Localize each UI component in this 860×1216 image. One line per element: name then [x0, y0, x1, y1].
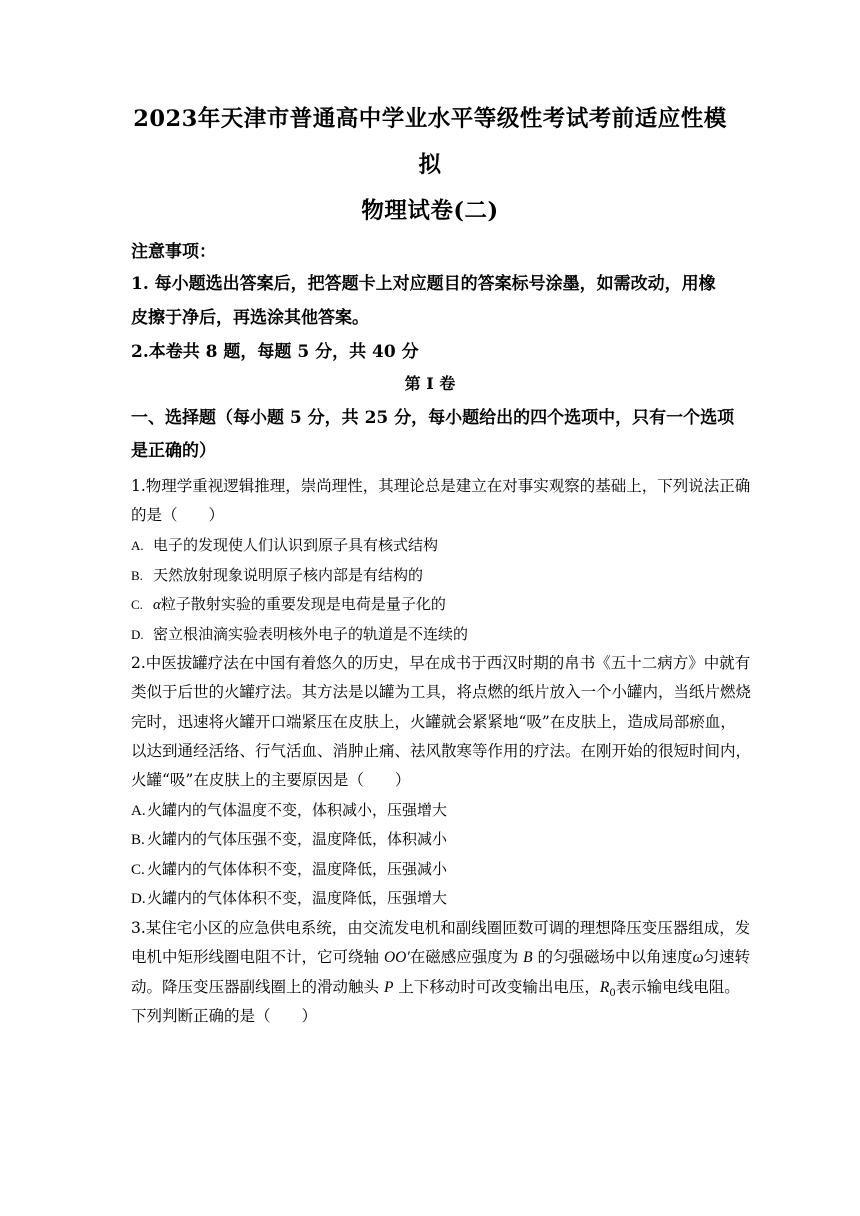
- text-fragment: 上下移动时可改变输出电压，: [393, 978, 600, 996]
- notice-item1-line1: 1. 每小题选出答案后，把答题卡上对应题目的答案标号涂墨，如需改动，用橡: [131, 274, 716, 294]
- option-text: 火罐内的气体压强不变，温度降低，体积减小: [147, 830, 448, 848]
- notice-item2: 2.本卷共 8 题，每题 5 分，共 40 分: [131, 342, 419, 362]
- alpha-symbol: α: [153, 597, 161, 613]
- section1-heading-line2: 是正确的）: [131, 441, 216, 461]
- option-tag: B.: [131, 832, 145, 848]
- section1-heading-line1: 一、选择题（每小题 5 分，共 25 分，每小题给出的四个选项中，只有一个选项: [131, 408, 735, 428]
- notice-heading: 注意事项：: [131, 242, 216, 262]
- q2-option-a: [131, 798, 447, 823]
- option-tag: B.: [131, 568, 143, 583]
- q1-option-b: [131, 563, 423, 588]
- q3-stem-line4: 下列判断正确的是（ ）: [131, 1007, 318, 1025]
- text-fragment: 电机中矩形线圈电阻不计，它可绕轴: [131, 948, 384, 966]
- text-fragment: 的匀强磁场中以角速度: [532, 948, 693, 966]
- q2-stem-line4: 以达到通经活络、行气活血、消肿止痛、祛风散寒等作用的疗法。在刚开始的很短时间内，: [131, 742, 752, 760]
- option-text: 天然放射现象说明原子核内部是有结构的: [153, 566, 424, 584]
- option-text: 火罐内的气体体积不变，温度降低，压强增大: [147, 889, 448, 907]
- option-tag: A.: [131, 538, 144, 553]
- q1-stem-line2: 的是（ ）: [131, 506, 225, 524]
- axis-symbol: OO′: [383, 949, 410, 966]
- exam-title-line2: 拟: [418, 152, 442, 178]
- q1-option-c: [131, 592, 446, 617]
- option-tag: A.: [131, 803, 146, 819]
- exam-title-line1: 2023年天津市普通高中学业水平等级性考试考前适应性模: [133, 106, 727, 132]
- text-fragment: 匀速转: [703, 948, 751, 966]
- option-text: 火罐内的气体体积不变，温度降低，压强减小: [147, 860, 448, 878]
- q3-stem-line3: [131, 975, 740, 1006]
- option-text: 粒子散射实验的重要发现是电荷是量子化的: [160, 595, 446, 613]
- r-subscript: 0: [609, 988, 616, 1000]
- q2-stem-line3: 完时，迅速将火罐开口端紧压在皮肤上，火罐就会紧紧地“吸”在皮肤上，造成局部瘀血，: [131, 713, 736, 731]
- text-fragment: 表示输电线电阻。: [615, 978, 740, 996]
- omega-symbol: ω: [692, 949, 704, 966]
- option-text: 密立根油滴实验表明核外电子的轨道是不连续的: [153, 625, 469, 643]
- q2-stem-line5: 火罐“吸”在皮肤上的主要原因是（ ）: [131, 771, 411, 789]
- q2-option-c: [131, 857, 447, 882]
- q3-stem-line1: 3.某住宅小区的应急供电系统，由交流发电机和副线圈匝数可调的理想降压变压器组成，发: [131, 919, 751, 937]
- exam-subtitle: 物理试卷(二): [361, 198, 499, 224]
- q1-stem-line1: 1.物理学重视逻辑推理，崇尚理性，其理论总是建立在对事实观察的基础上，下列说法正确: [131, 477, 751, 495]
- option-tag: C.: [131, 597, 143, 612]
- r-symbol: R: [599, 979, 610, 996]
- q2-stem-line2: 类似于后世的火罐疗法。其方法是以罐为工具，将点燃的纸片放入一个小罐内，当纸片燃烧: [131, 683, 752, 701]
- volume-heading: 第 I 卷: [404, 374, 456, 393]
- text-fragment: 动。降压变压器副线圈上的滑动触头: [131, 978, 384, 996]
- q2-option-d: [131, 886, 447, 911]
- q1-option-d: [131, 622, 468, 647]
- notice-item1-line2: 皮擦于净后，再选涂其他答案。: [131, 308, 369, 328]
- q1-option-a: [131, 533, 438, 558]
- option-tag: C.: [131, 862, 145, 878]
- q2-option-b: [131, 827, 447, 852]
- q3-stem-line2: [131, 945, 750, 970]
- b-symbol: B: [523, 949, 533, 966]
- text-fragment: 在磁感应强度为: [409, 948, 524, 966]
- option-text: 火罐内的气体温度不变，体积减小，压强增大: [147, 801, 448, 819]
- option-text: 电子的发现使人们认识到原子具有核式结构: [153, 536, 439, 554]
- p-symbol: P: [383, 979, 394, 996]
- q2-stem-line1: 2.中医拔罐疗法在中国有着悠久的历史，早在成书于西汉时期的帛书《五十二病方》中就有: [131, 654, 751, 672]
- option-tag: D.: [131, 627, 144, 642]
- option-tag: D.: [131, 891, 146, 907]
